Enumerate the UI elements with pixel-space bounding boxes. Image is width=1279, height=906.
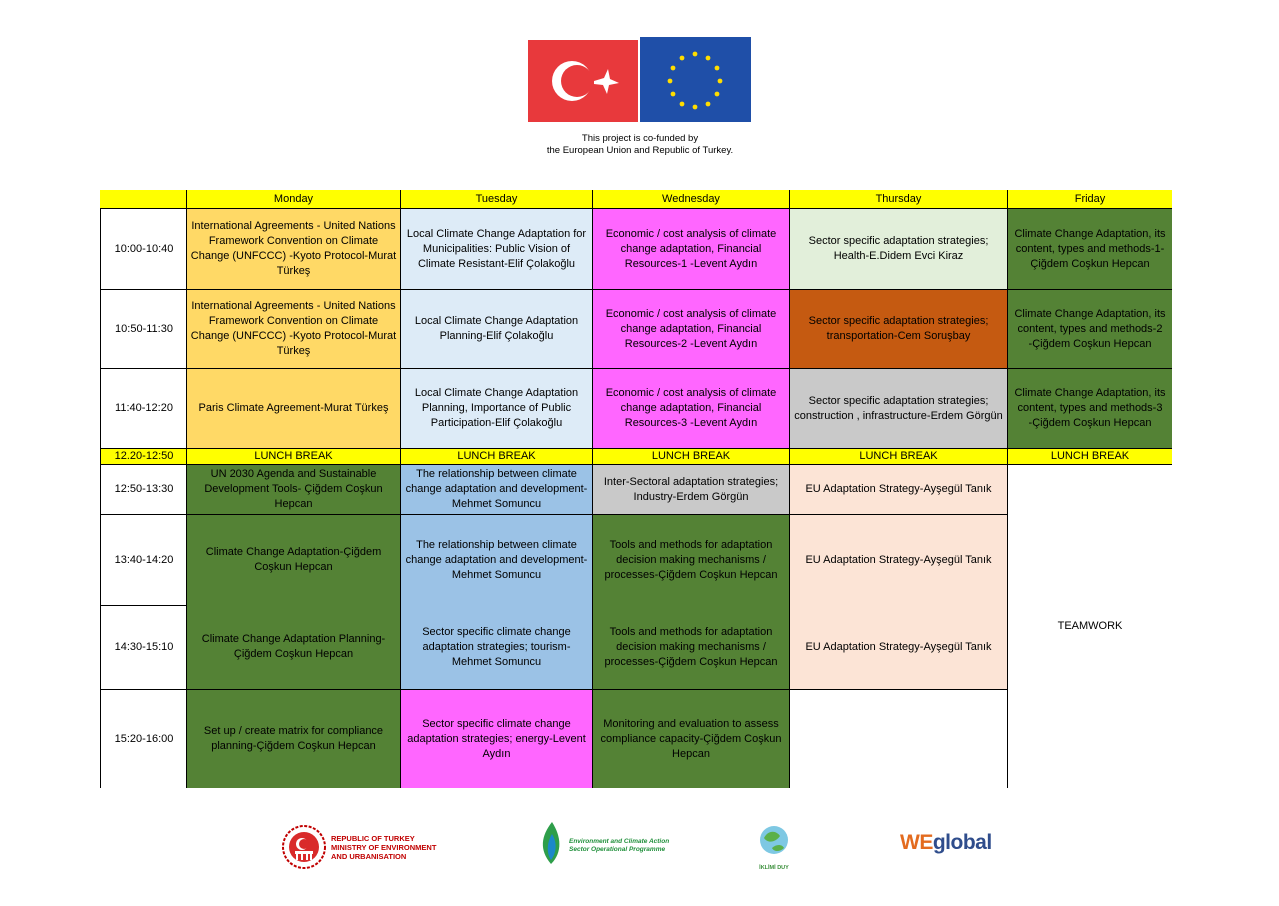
weglobal-suffix: global	[932, 831, 992, 854]
session-cell: Economic / cost analysis of climate change adaptation, Financial Resources-1 -Levent Aydın	[592, 208, 789, 289]
session-cell: Set up / create matrix for compliance planning-Çiğdem Coşkun Hepcan	[186, 689, 400, 788]
ministry-emblem-icon	[281, 824, 327, 870]
weglobal-logo	[900, 831, 992, 855]
time-slot: 11:40-12:20	[100, 368, 187, 448]
session-cell: The relationship between climate change adaptation and development-Mehmet Somuncu	[400, 514, 592, 605]
session-cell: Economic / cost analysis of climate change adaptation, Financial Resources-3 -Levent Aydın	[592, 368, 789, 448]
day-header-wednesday: Wednesday	[592, 190, 789, 208]
cofund-line-1: This project is co-funded by	[581, 133, 699, 144]
session-cell: Tools and methods for adaptation decision making mechanisms / processes-Çiğdem Coşkun Hepcan	[592, 605, 789, 689]
empty-cell	[789, 689, 1007, 788]
lunch-break: LUNCH BREAK	[400, 448, 592, 464]
session-cell: Sector specific climate change adaptation strategies; tourism-Mehmet Somuncu	[400, 605, 592, 689]
lunch-break: LUNCH BREAK	[1007, 448, 1172, 464]
time-slot: 14:30-15:10	[100, 605, 187, 689]
header-corner	[100, 190, 186, 208]
day-header-thursday: Thursday	[789, 190, 1007, 208]
session-cell: The relationship between climate change adaptation and development-Mehmet Somuncu	[400, 464, 592, 514]
session-cell: Local Climate Change Adaptation for Municipalities: Public Vision of Climate Resistant-Elif Çolakoğlu	[400, 208, 592, 289]
iklimi-duy-logo	[754, 822, 794, 870]
session-cell: Economic / cost analysis of climate change adaptation, Financial Resources-2 -Levent Aydın	[592, 289, 789, 368]
session-cell: Monitoring and evaluation to assess compliance capacity-Çiğdem Coşkun Hepcan	[592, 689, 789, 788]
session-cell: UN 2030 Agenda and Sustainable Development Tools- Çiğdem Coşkun Hepcan	[186, 464, 400, 514]
eca-programme-logo	[537, 820, 670, 868]
globe-leaf-icon	[754, 822, 794, 860]
ministry-line-1: REPUBLIC OF TURKEY	[331, 834, 415, 843]
session-cell: Inter-Sectoral adaptation strategies; Industry-Erdem Görgün	[592, 464, 789, 514]
turkey-eu-flags	[528, 37, 751, 124]
weglobal-prefix: WE	[900, 831, 933, 854]
lunch-break: LUNCH BREAK	[592, 448, 789, 464]
session-cell: Local Climate Change Adaptation Planning, Importance of Public Participation-Elif Çolakoğlu	[400, 368, 592, 448]
time-slot: 15:20-16:00	[100, 689, 187, 788]
cofunding-notice	[500, 133, 780, 157]
session-cell: Paris Climate Agreement-Murat Türkeş	[186, 368, 400, 448]
lunch-break: LUNCH BREAK	[186, 448, 400, 464]
session-cell: Sector specific adaptation strategies; Health-E.Didem Evci Kiraz	[789, 208, 1007, 289]
time-slot: 10:50-11:30	[100, 289, 187, 368]
session-cell: Climate Change Adaptation, its content, types and methods-1-Çiğdem Coşkun Hepcan	[1007, 208, 1172, 289]
session-cell: Climate Change Adaptation, its content, types and methods-3 -Çiğdem Coşkun Hepcan	[1007, 368, 1172, 448]
session-cell: EU Adaptation Strategy-Ayşegül Tanık	[789, 605, 1007, 689]
time-slot: 12:50-13:30	[100, 464, 187, 514]
weekly-schedule-table	[100, 190, 1172, 788]
session-cell: Tools and methods for adaptation decision making mechanisms / processes-Çiğdem Coşkun Hepcan	[592, 514, 789, 605]
session-cell: International Agreements - United Nations Framework Convention on Climate Change (UNFCCC) -Kyoto Protocol-Murat Türkeş	[186, 208, 400, 289]
session-cell: EU Adaptation Strategy-Ayşegül Tanık	[789, 514, 1007, 605]
teamwork-cell: TEAMWORK	[1007, 464, 1172, 788]
cofund-line-2: the European Union and Republic of Turkey.	[546, 145, 734, 156]
session-cell: Sector specific adaptation strategies; construction , infrastructure-Erdem Görgün	[789, 368, 1007, 448]
leaf-drop-icon	[537, 820, 567, 868]
session-cell: Sector specific adaptation strategies; transportation-Cem Soruşbay	[789, 289, 1007, 368]
session-cell: Climate Change Adaptation, its content, types and methods-2 -Çiğdem Coşkun Hepcan	[1007, 289, 1172, 368]
session-cell: Climate Change Adaptation-Çiğdem Coşkun Hepcan	[186, 514, 400, 605]
time-slot: 13:40-14:20	[100, 514, 187, 605]
session-cell: Local Climate Change Adaptation Planning-Elif Çolakoğlu	[400, 289, 592, 368]
ministry-line-2: MINISTRY OF ENVIRONMENT	[331, 843, 437, 852]
day-header-tuesday: Tuesday	[400, 190, 592, 208]
ministry-line-3: AND URBANISATION	[331, 852, 407, 861]
day-header-monday: Monday	[186, 190, 400, 208]
day-header-friday: Friday	[1007, 190, 1172, 208]
session-cell: EU Adaptation Strategy-Ayşegül Tanık	[789, 464, 1007, 514]
time-slot: 10:00-10:40	[100, 208, 187, 289]
session-cell: Sector specific climate change adaptation strategies; energy-Levent Aydın	[400, 689, 592, 788]
time-slot-lunch: 12.20-12:50	[100, 448, 187, 464]
iklimi-duy-label: İKLİMİ DUY	[759, 865, 789, 871]
lunch-break: LUNCH BREAK	[789, 448, 1007, 464]
session-cell: International Agreements - United Nations Framework Convention on Climate Change (UNFCCC) -Kyoto Protocol-Murat Türkeş	[186, 289, 400, 368]
session-cell: Climate Change Adaptation Planning-Çiğdem Coşkun Hepcan	[186, 605, 400, 689]
eca-line-1: Environment and Climate Action	[569, 838, 670, 845]
eca-line-2: Sector Operational Programme	[569, 846, 666, 853]
ministry-logo	[281, 824, 441, 870]
